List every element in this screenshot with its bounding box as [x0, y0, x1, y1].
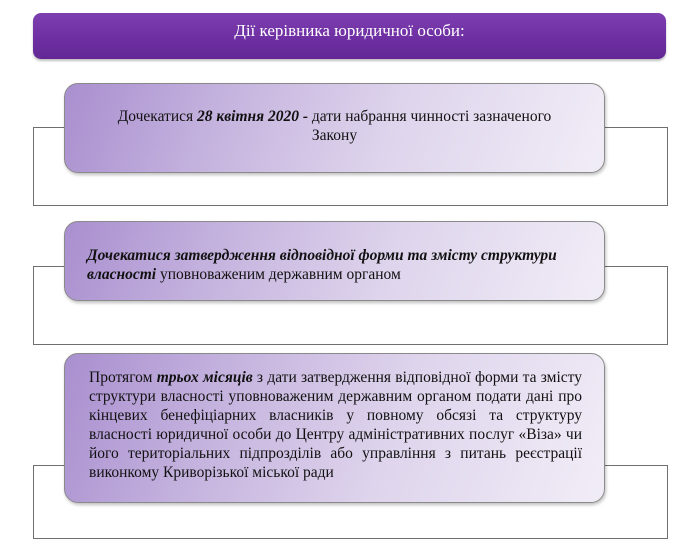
header-title: Дії керівника юридичної особи: — [234, 21, 465, 40]
step-3-text — [89, 368, 582, 482]
step-2-box — [64, 221, 605, 301]
step-3-text-after: з дати затвердження відповідної форми та змісту структури власності уповноваженим державним органом подати дані про кінцевих бенефіціарних власників у повному обсязі та структуру власності юридичної особи до Центру адміністративних послуг «Віза» чи його територіальних підпрозділів або управління з питань реєстрації виконкому Криворізької міської ради — [89, 369, 582, 481]
header-banner — [33, 13, 666, 59]
step-1-text — [105, 107, 564, 145]
step-3-emphasis: трьох місяців — [156, 369, 253, 386]
step-2-emphasis: Дочекатися затвердження відповідної форми та змісту структури власності — [87, 247, 557, 283]
step-3-box — [64, 353, 605, 503]
step-2-text — [87, 246, 584, 284]
step-1-box — [64, 83, 605, 173]
step-2-text-after: уповноваженим державним органом — [156, 266, 401, 283]
step-1-text-after: дати набрання чинності зазначеного Закону — [308, 108, 552, 144]
step-3-text-before: Протягом — [89, 369, 157, 386]
step-1-text-before: Дочекатися — [117, 108, 198, 125]
step-1-date-emphasis: 28 квітня 2020 - — [197, 108, 309, 125]
